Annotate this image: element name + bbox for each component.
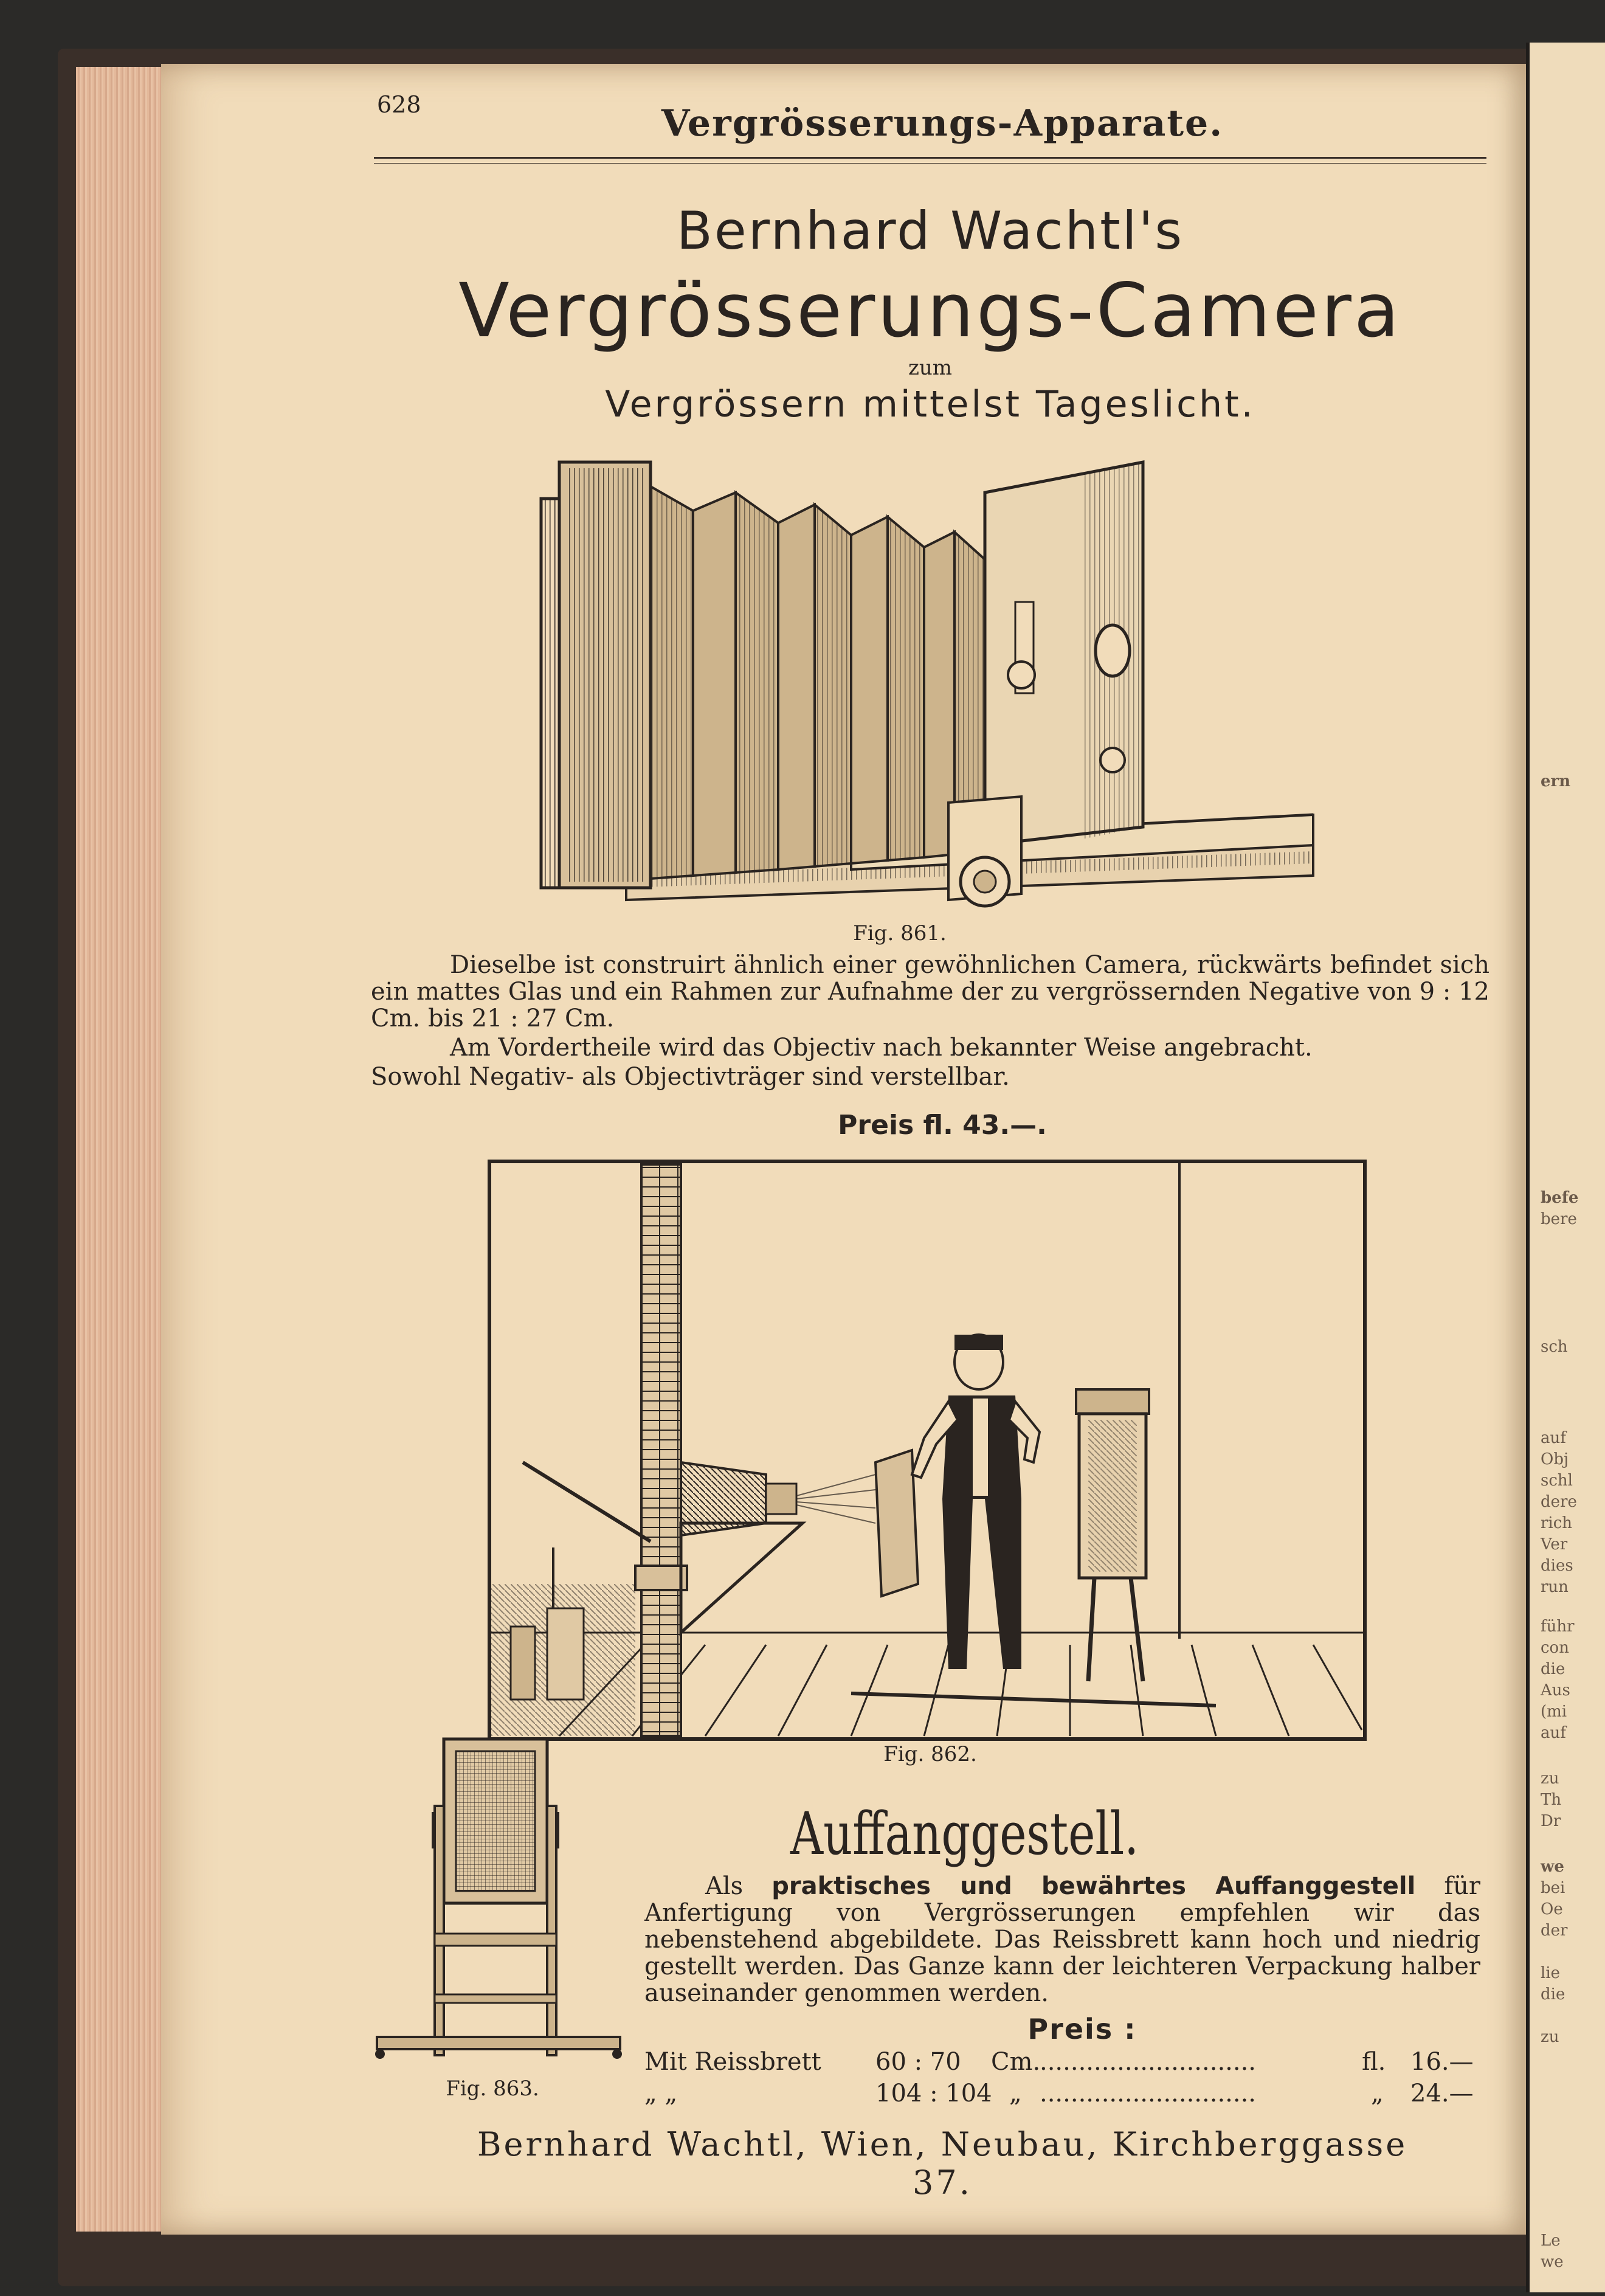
enlarging-room-illustration	[486, 1158, 1368, 1742]
next-page-fragment: Oe	[1541, 1900, 1563, 1918]
price-row	[644, 2048, 1483, 2078]
next-page-fragment: rich	[1541, 1514, 1573, 1532]
price-heading: Preis :	[1027, 2013, 1137, 2045]
price-size: 60 : 70	[875, 2048, 961, 2076]
price-unit: „	[1009, 2080, 1022, 2108]
next-page-fragment: die	[1541, 1985, 1565, 2004]
next-page-fragment: dere	[1541, 1493, 1577, 1511]
camera-description	[371, 952, 1489, 1090]
next-page-fragment: sch	[1541, 1338, 1568, 1356]
next-page-fragment: Ver	[1541, 1535, 1568, 1554]
next-page-fragment: die	[1541, 1660, 1565, 1678]
next-page-fragment: we	[1541, 1858, 1564, 1876]
next-page-fragment: zu	[1541, 2028, 1559, 2046]
easel-illustration	[365, 1733, 632, 2073]
publisher-address: Bernhard Wachtl, Wien, Neubau, Kirchberggasse 37.	[477, 2125, 1408, 2202]
description-paragraph: Am Vordertheile wird das Objectiv nach bekannter Weise angebracht.	[450, 1034, 1313, 1062]
easel-description-bold: praktisches und bewährtes Auffanggestell	[771, 1872, 1416, 1900]
next-page-fragment: bere	[1541, 1210, 1577, 1228]
next-page-fragment: zu	[1541, 1769, 1559, 1788]
easel-description-rest: für Anfertigung von Vergrösserungen empfehlen wir das nebenstehend abgebildete. Das Reissbrett kann hoch und niedrig gestellt werden. Das Ganze kann der leichteren Verpackung halber auseinander genommen werden.	[644, 1872, 1480, 2007]
running-head: Vergrösserungs-Apparate.	[661, 102, 1224, 145]
price-currency: fl.	[1362, 2048, 1386, 2076]
next-page-fragment: auf	[1541, 1724, 1566, 1742]
price-amount: 24.—	[1410, 2080, 1474, 2108]
section-heading: Auffanggestell.	[790, 1800, 1139, 1868]
next-page-fragment: Le	[1541, 2232, 1561, 2250]
next-page-fragment: führ	[1541, 1617, 1575, 1636]
header-rule	[374, 157, 1486, 159]
price-row	[644, 2080, 1483, 2110]
next-page-fragment: lie	[1541, 1964, 1561, 1982]
price-leader: ............................	[1040, 2080, 1257, 2108]
next-page-fragment: dies	[1541, 1557, 1573, 1575]
page-number: 628	[377, 91, 421, 118]
next-page-fragment: run	[1541, 1578, 1569, 1596]
price-size: 104 : 104	[875, 2080, 992, 2108]
page-title: Vergrösserungs-Camera	[458, 268, 1402, 354]
next-page-fragment: auf	[1541, 1429, 1566, 1447]
next-page-fragment: we	[1541, 2253, 1564, 2271]
next-page-fragment: (mi	[1541, 1703, 1567, 1721]
price-amount: 16.—	[1410, 2048, 1474, 2076]
price-label: Mit Reissbrett	[644, 2048, 821, 2076]
price-unit: Cm.	[991, 2048, 1041, 2076]
maker-name: Bernhard Wachtl's	[676, 201, 1184, 261]
camera-illustration	[535, 450, 1325, 936]
fig-863-caption: Fig. 863.	[446, 2076, 539, 2101]
next-page-fragment: Th	[1541, 1791, 1562, 1809]
next-page-fragment: befe	[1541, 1189, 1579, 1207]
next-page-fragment: bei	[1541, 1879, 1565, 1897]
easel-description	[644, 1873, 1480, 2007]
title-connector: zum	[908, 356, 953, 380]
fig-862-caption: Fig. 862.	[883, 1742, 977, 1766]
next-page-fragment: der	[1541, 1921, 1568, 1940]
price-leader: ............................	[1040, 2048, 1257, 2076]
description-paragraph: Sowohl Negativ- als Objectivträger sind verstellbar.	[371, 1063, 1010, 1091]
next-page-strip	[1526, 43, 1605, 2292]
price-label: „ „	[644, 2080, 678, 2108]
price-currency: „	[1371, 2080, 1384, 2108]
next-page-fragment: schl	[1541, 1471, 1573, 1490]
next-page-fragment: ern	[1541, 772, 1571, 790]
easel-description-intro: Als	[705, 1872, 744, 1900]
fig-861-caption: Fig. 861.	[853, 921, 947, 946]
next-page-fragment: Aus	[1541, 1681, 1570, 1700]
page-edges	[76, 67, 161, 2232]
description-paragraph: Dieselbe ist construirt ähnlich einer gewöhnlichen Camera, rückwärts befindet sich ein mattes Glas und ein Rahmen zur Aufnahme der zu vergrössernden Negative von 9 : 12 Cm. bis 21 : 27 Cm.	[371, 951, 1489, 1032]
header-rule-thin	[374, 163, 1486, 164]
next-page-fragment: Dr	[1541, 1812, 1561, 1830]
next-page-fragment: Obj	[1541, 1450, 1569, 1468]
camera-price: Preis fl. 43.—.	[838, 1110, 1047, 1141]
next-page-fragment: con	[1541, 1639, 1569, 1657]
page-subtitle: Vergrössern mittelst Tageslicht.	[605, 383, 1255, 426]
